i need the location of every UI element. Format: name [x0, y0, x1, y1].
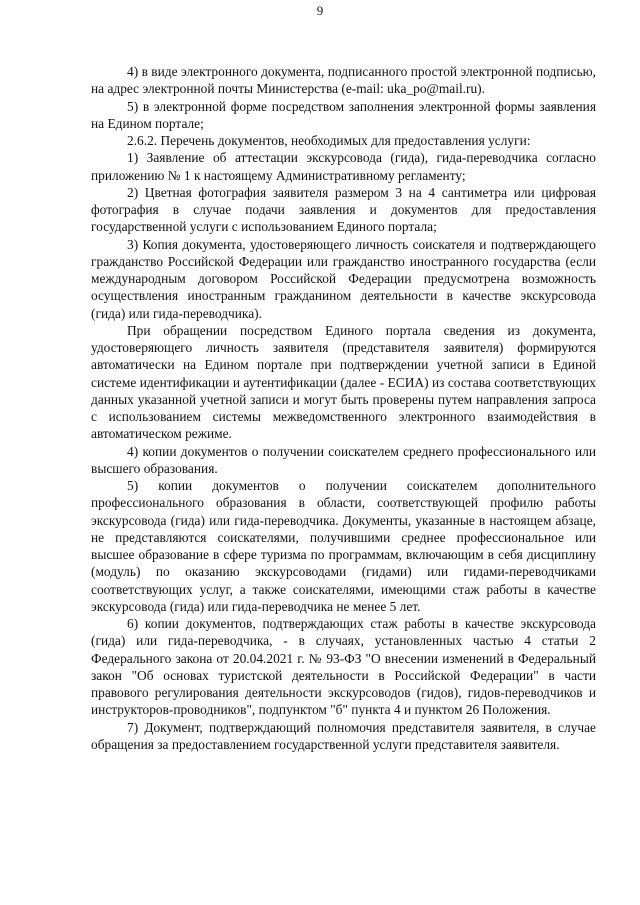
paragraph-doc-5-additional-education: 5) копии документов о получении соискателем дополнительного профессионального образования в области, соответствующей профилю работы экскурсовода (гида) или гида-переводчика. Документы, указанные в настоящем абзаце, не представляются соискателями, получившими среднее профессиональное или высшее образование в сфере туризма по программам, включающим в себя дисциплину (модуль) по оказанию экскурсоводами (гидами) или гидами-переводчиками соответствующих услуг, а также соискателями, имеющими стаж работы в качестве экскурсовода (гида) или гида-переводчика не менее 5 лет. [91, 478, 596, 614]
paragraph-doc-1-application: 1) Заявление об аттестации экскурсовода (гида), гида-переводчика согласно приложению № 1 к настоящему Административному регламенту; [91, 150, 596, 183]
paragraph-doc-6-work-experience: 6) копии документов, подтверждающих стаж работы в качестве экскурсовода (гида) или гида-переводчика, - в случаях, установленных частью 4 статьи 2 Федерального закона от 20.04.2021 г. № 93-ФЗ "О внесении изменений в Федеральный закон "Об основах туристской деятельности в Российской Федерации" в части правового регулирования деятельности экскурсоводов (гидов), гидов-переводчиков и инструкторов-проводников", подпунктом "б" пункта 4 и пунктом 26 Положения. [91, 616, 596, 718]
paragraph-esia-note: При обращении посредством Единого портала сведения из документа, удостоверяющего личность заявителя (представителя заявителя) формируются автоматически на Едином портале при подтверждении учетной записи в Единой системе идентификации и аутентификации (далее - ЕСИА) из состава соответствующих данных указанной учетной записи и могут быть проверены путем направления запроса с использованием системы межведомственного электронного взаимодействия в автоматическом режиме. [91, 322, 596, 442]
paragraph-doc-4-education: 4) копии документов о получении соискателем среднего профессионального или высшего образования. [91, 443, 596, 476]
paragraph-doc-7-representative: 7) Документ, подтверждающий полномочия представителя заявителя, в случае обращения за предоставлением государственной услуги представителя заявителя. [91, 719, 596, 752]
paragraph-doc-2-photo: 2) Цветная фотография заявителя размером 3 на 4 сантиметра или цифровая фотография в случае подачи заявления и документов для предоставления государственной услуги с использованием Единого портала; [91, 184, 596, 235]
paragraph-item-4-email: 4) в виде электронного документа, подписанного простой электронной подписью, на адрес электронной почты Министерства (e-mail: uka_po@mail.ru). [91, 64, 596, 97]
paragraph-doc-3-identity: 3) Копия документа, удостоверяющего личность соискателя и подтверждающего гражданство Российской Федерации или гражданство иностранного государства (если международным договором Российской Федерации предусмотрена возможность осуществления иностранным гражданином деятельности в качестве экскурсовода (гида) или гида-переводчика). [91, 236, 596, 321]
paragraph-item-5-portal: 5) в электронной форме посредством заполнения электронной формы заявления на Едином портале; [91, 98, 596, 131]
page-number: 9 [316, 3, 324, 18]
document-body [91, 63, 596, 753]
section-heading-2-6-2: 2.6.2. Перечень документов, необходимых для предоставления услуги: [127, 133, 531, 148]
